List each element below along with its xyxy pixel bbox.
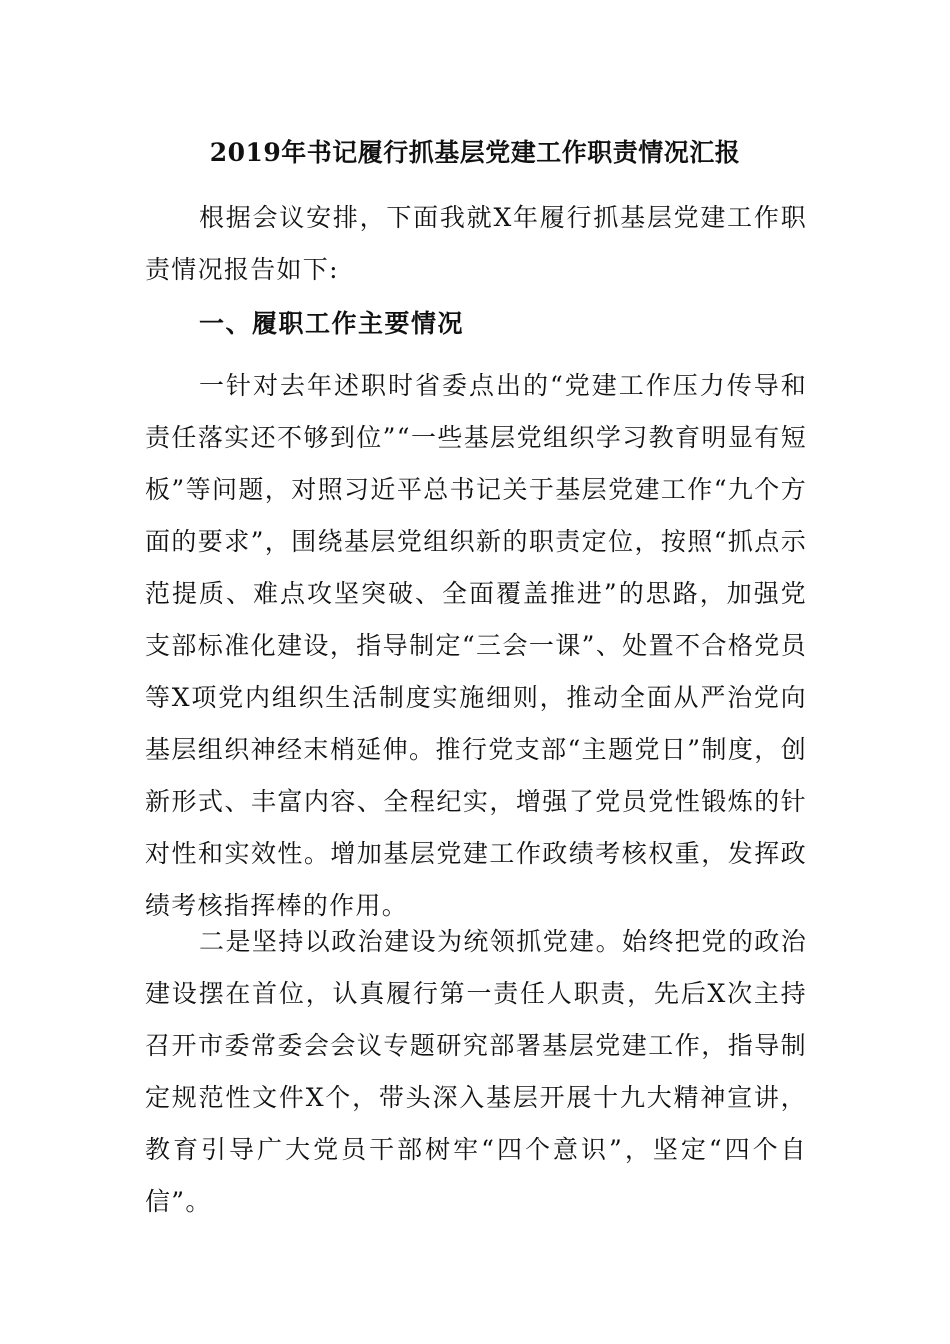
intro-paragraph: 根据会议安排，下面我就X年履行抓基层党建工作职责情况报告如下:: [145, 203, 807, 284]
body-paragraph-2: 二是坚持以政治建设为统领抓党建。始终把党的政治建设摆在首位，认真履行第一责任人职责，先后X次主持召开市委常委会会议专题研究部署基层党建工作，指导制定规范性文件X个，带头深入基层开展十九大精神宣讲，教育引导广大党员干部树牢“四个意识”，坚定“四个自信”。: [145, 927, 807, 1216]
document-title: 2019年书记履行抓基层党建工作职责情况汇报: [209, 138, 741, 167]
body-paragraph-1: 一针对去年述职时省委点出的“党建工作压力传导和责任落实还不够到位”“一些基层党组织学习教育明显有短板”等问题，对照习近平总书记关于基层党建工作“九个方面的要求”，围绕基层党组织新的职责定位，按照“抓点示范提质、难点攻坚突破、全面覆盖推进”的思路，加强党支部标准化建设，指导制定“三会一课”、处置不合格党员等X项党内组织生活制度实施细则，推动全面从严治党向基层组织神经末梢延伸。推行党支部“主题党日”制度，创新形式、丰富内容、全程纪实，增强了党员党性锻炼的针对性和实效性。增加基层党建工作政绩考核权重，发挥政绩考核指挥棒的作用。: [145, 371, 807, 920]
section-heading: 一、履职工作主要情况: [199, 309, 465, 338]
